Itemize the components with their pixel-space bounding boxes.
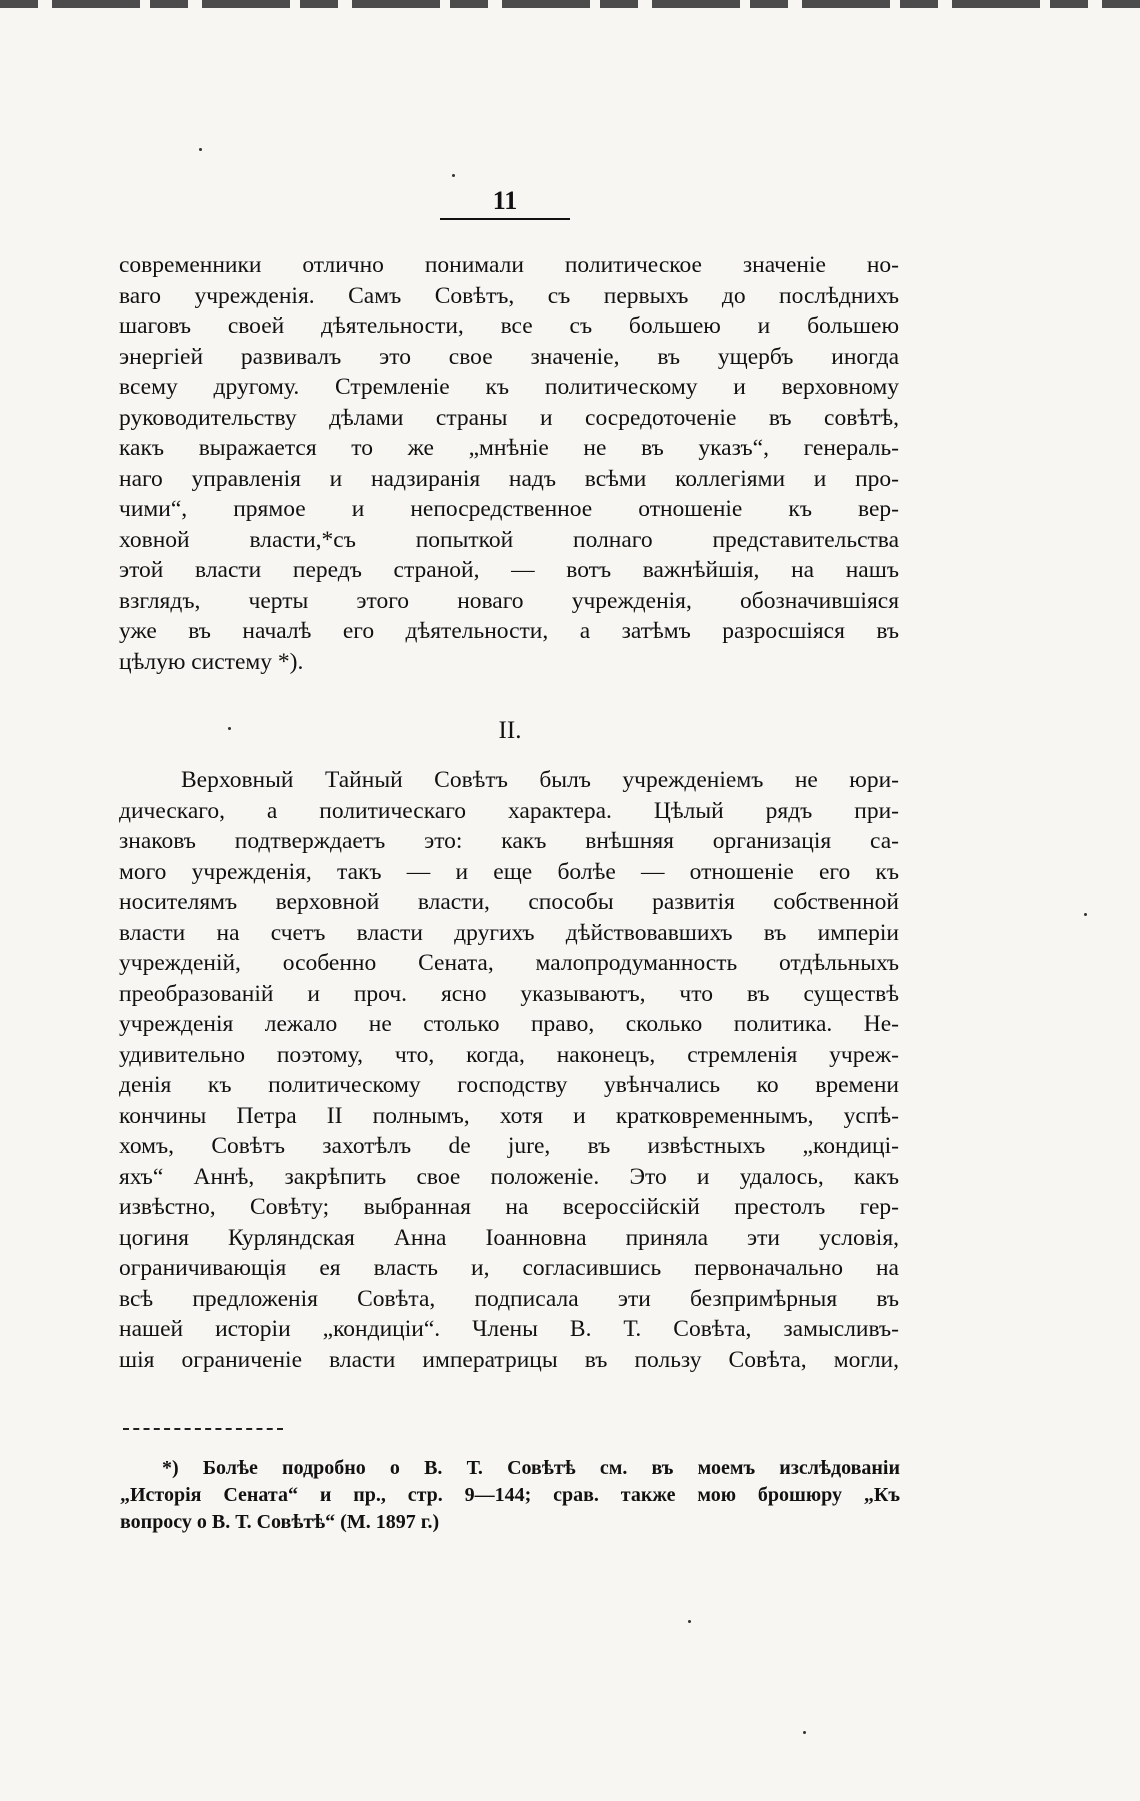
text-line: всѣ предложенія Совѣта, подписала эти безпримѣрныя въ xyxy=(119,1285,899,1312)
text-line: шаговъ своей дѣятельности, все съ большею и большею xyxy=(119,313,899,339)
text-line: ваго учрежденія. Самъ Совѣтъ, съ первыхъ до послѣднихъ xyxy=(119,282,899,309)
text-line: извѣстно, Совѣту; выбранная на всероссійскій престолъ гер- xyxy=(119,1194,899,1220)
text-line: кончины Петра II полнымъ, хотя и кратковременнымъ, успѣ- xyxy=(119,1102,899,1129)
footnote-line: „Исторія Сената“ и пр., стр. 9—144; срав. также мою брошюру „Къ xyxy=(120,1484,900,1506)
text-line: нашей исторіи „кондиціи“. Члены В. Т. Совѣта, замысливъ- xyxy=(119,1316,899,1342)
text-line: мого учрежденія, такъ — и еще болѣе — отношеніе его къ xyxy=(119,858,899,885)
footnote-line: *) Болѣе подробно о В. Т. Совѣтѣ см. въ моемъ изслѣдованіи xyxy=(162,1457,900,1479)
paragraph-2 xyxy=(119,765,899,1375)
footnote-divider xyxy=(123,1428,283,1430)
scan-speck xyxy=(1084,913,1087,916)
text-line: какъ выражается то же „мнѣніе не въ указъ“, генераль- xyxy=(119,435,899,461)
text-line: всему другому. Стремленіе къ политическому и верховному xyxy=(119,374,899,400)
scan-top-edge xyxy=(0,0,1140,8)
scan-speck xyxy=(199,148,202,151)
text-line: учрежденій, особенно Сената, малопродуманность отдѣльныхъ xyxy=(119,950,899,976)
text-line: яхъ“ Аннѣ, закрѣпить свое положеніе. Это и удалось, какъ xyxy=(119,1163,899,1190)
text-line: денія къ политическому господству увѣнчались ко времени xyxy=(119,1072,899,1098)
text-line: удивительно поэтому, что, когда, наконецъ, стремленія учреж- xyxy=(119,1041,899,1068)
scan-speck xyxy=(688,1620,691,1623)
scan-speck xyxy=(452,174,455,177)
text-line: этой власти передъ страной, — вотъ важнѣйшія, на нашъ xyxy=(119,557,899,583)
text-line: наго управленія и надзиранія надъ всѣми коллегіями и про- xyxy=(119,465,899,492)
text-line: дическаго, а политическаго характера. Цѣлый рядъ при- xyxy=(119,797,899,824)
text-line: энергіей развивалъ это свое значеніе, въ ущербъ иногда xyxy=(119,343,899,370)
text-line: цѣлую систему *). xyxy=(119,648,304,675)
footnote xyxy=(120,1455,900,1536)
text-line: знаковъ подтверждаетъ это: какъ внѣшняя организація са- xyxy=(119,828,899,854)
page-number: 11 xyxy=(440,186,570,220)
text-line: ограничивающія ея власть и, согласившись первоначально на xyxy=(119,1255,899,1281)
text-line: шія ограниченіе власти императрицы въ пользу Совѣта, могли, xyxy=(119,1346,899,1373)
section-heading: II. xyxy=(498,717,522,744)
scan-speck xyxy=(803,1731,806,1734)
text-line: ховной власти,*съ попыткой полнаго представительства xyxy=(119,526,899,553)
text-line: чими“, прямое и непосредственное отношеніе къ вер- xyxy=(119,496,899,522)
text-line: Верховный Тайный Совѣтъ былъ учрежденіемъ не юри- xyxy=(181,767,899,793)
text-line: взглядъ, черты этого новаго учрежденія, обозначившіяся xyxy=(119,587,899,614)
text-line: учрежденія лежало не столько право, сколько политика. Не- xyxy=(119,1011,899,1037)
text-line: современники отлично понимали политическое значеніе но- xyxy=(119,252,899,278)
text-line: хомъ, Совѣтъ захотѣлъ de jure, въ извѣстныхъ „кондиці- xyxy=(119,1133,899,1159)
text-line: преобразованій и проч. ясно указываютъ, что въ существѣ xyxy=(119,980,899,1007)
footnote-line: вопросу о В. Т. Совѣтѣ“ (М. 1897 г.) xyxy=(120,1511,440,1533)
text-line: цогиня Курляндская Анна Іоанновна приняла эти условія, xyxy=(119,1224,899,1251)
scan-speck xyxy=(228,727,231,730)
text-line: уже въ началѣ его дѣятельности, а затѣмъ разросшіяся въ xyxy=(119,618,899,644)
paragraph-1 xyxy=(119,250,899,677)
text-line: носителямъ верховной власти, способы развитія собственной xyxy=(119,889,899,915)
text-line: власти на счетъ власти другихъ дѣйствовавшихъ въ имперіи xyxy=(119,919,899,946)
text-line: руководительству дѣлами страны и сосредоточеніе въ совѣтѣ, xyxy=(119,404,899,431)
